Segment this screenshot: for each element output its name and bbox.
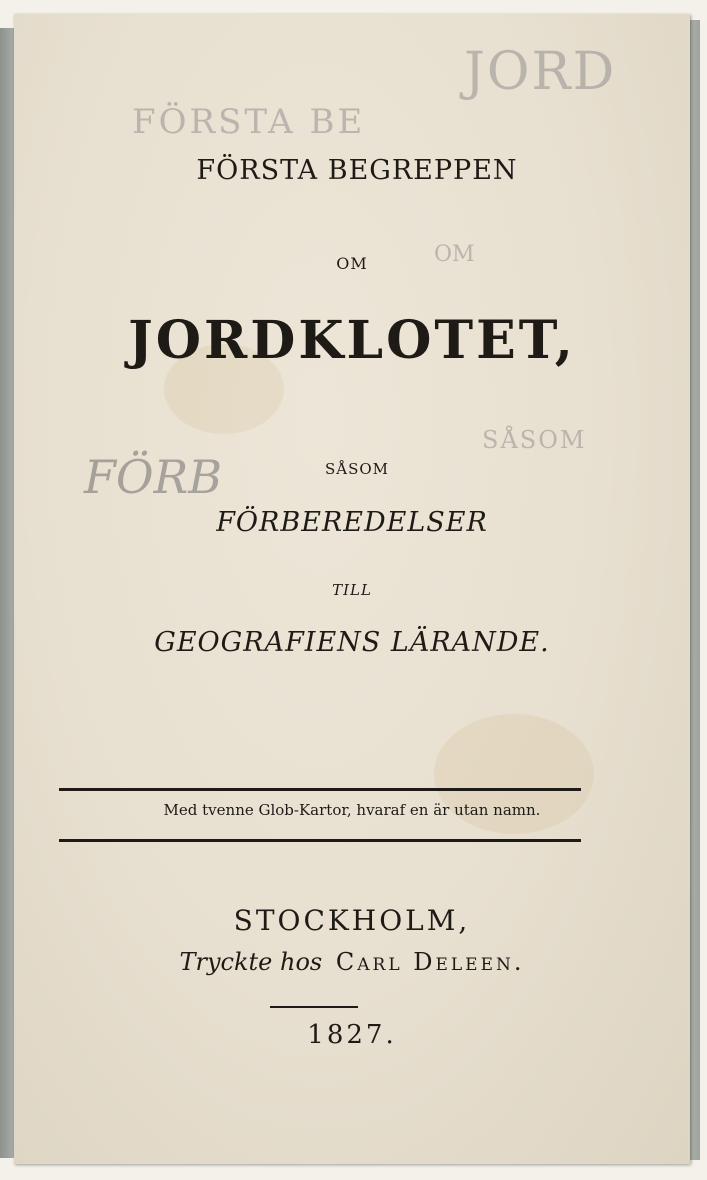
offset-text-top-right: JORD (464, 42, 617, 102)
title-page (14, 14, 690, 1164)
title-line-till: TILL (332, 581, 372, 599)
title-line-sasom: SÅSOM (324, 460, 390, 478)
subtitle-geografiens-larande: GEOGRAFIENS LÄRANDE. (154, 627, 550, 658)
imprint-city: STOCKHOLM, (233, 904, 471, 937)
imprint-printer (14, 948, 690, 976)
pencil-annotation: FÖRB (84, 450, 223, 504)
imprint-year: 1827. (307, 1020, 397, 1050)
title-line-forsta-begreppen: FÖRSTA BEGREPPEN (196, 155, 518, 186)
subtitle-forberedelser: FÖRBEREDELSER (216, 507, 488, 538)
title-line-om: OM (336, 254, 368, 273)
rule-top (59, 788, 581, 791)
offset-text-top-left: FÖRSTA BE (132, 102, 366, 142)
note-glob-kartor: Med tvenne Glob-Kartor, hvaraf en är utan namn. (163, 801, 541, 819)
rule-bottom (59, 839, 581, 842)
rule-short (270, 1006, 358, 1008)
offset-text-om: OM (434, 242, 475, 267)
imprint-printer-name: Carl Deleen. (335, 948, 525, 976)
imprint-printed-by: Tryckte hos (179, 948, 323, 976)
offset-text-sasom: SÅSOM (482, 426, 587, 454)
main-title-jordklotet: JORDKLOTET, (128, 310, 576, 371)
